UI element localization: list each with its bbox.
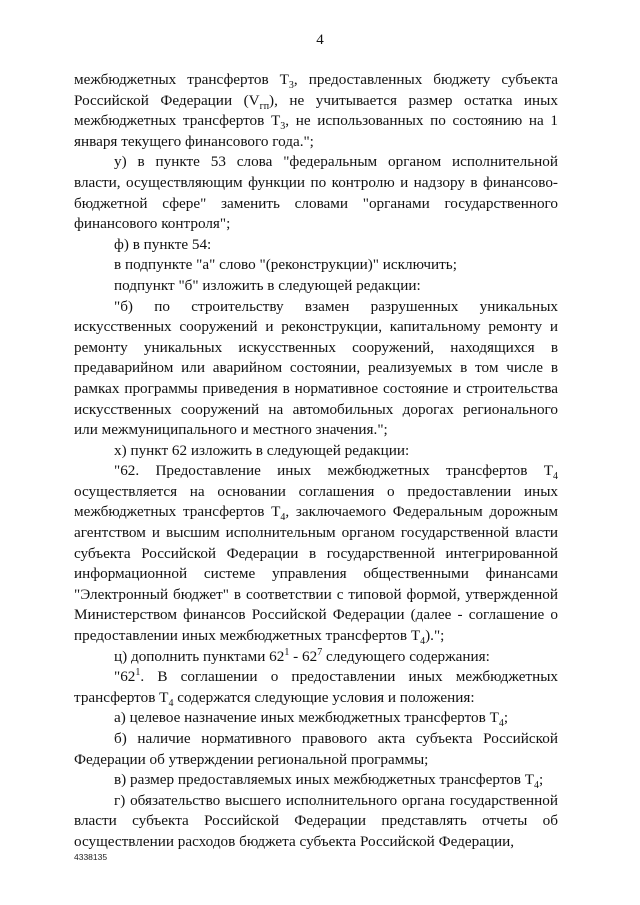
document-body <box>74 70 558 853</box>
paragraph: ф) в пункте 54: <box>114 235 212 253</box>
paragraph: в) размер предоставляемых иных межбюджетных трансфертов $Т_4$; <box>114 771 544 792</box>
paragraph: х) пункт 62 изложить в следующей редакции: <box>114 441 410 459</box>
paragraph: "б) по строительству взамен разрушенных уникальных искусственных сооружений и реконструкции, капитальному ремонту и ремонту уникальных искусственных сооружений, находящихся в предаварийном или аварийном состоянии, реализуемых в том числе в рамках программы приведения в нормативное состояние и строительства искусственных сооружений на автомобильных дорогах регионального или межмуниципального и местного значения."; <box>74 297 558 439</box>
paragraph: "$62^1$. В соглашении о предоставлении иных межбюджетных трансфертов $Т_4$ содержатся следующие условия и положения: <box>74 667 558 709</box>
paragraph: г) обязательство высшего исполнительного органа государственной власти субъекта Российской Федерации представлять отчеты об осуществлении расходов бюджета субъекта Российской Федерации, <box>74 791 558 850</box>
paragraph: в подпункте "а" слово "(реконструкции)" исключить; <box>114 256 457 274</box>
paragraph: б) наличие нормативного правового акта субъекта Российской Федерации об утверждении региональной программы; <box>74 730 558 768</box>
page-number: 4 <box>316 32 324 48</box>
document-code: 4338135 <box>74 852 108 862</box>
paragraph: "62. Предоставление иных межбюджетных трансфертов $Т_4$ осуществляется на основании соглашения о предоставлении иных межбюджетных трансфертов $Т_4$, заключаемого Федеральным дорожным агентством и высшим исполнительным органом государственной власти субъекта Российской Федерации в государственной интегрированной информационной системе управления общественными финансами "Электронный бюджет" в соответствии с типовой формой, утвержденной Министерством финансов Российской Федерации (далее - соглашение о предоставлении иных межбюджетных трансфертов $Т_4$)."; <box>74 462 558 648</box>
paragraph: ц) дополнить пунктами $62^1 - 62^7$ следующего содержания: <box>114 646 490 665</box>
paragraph: межбюджетных трансфертов $Т_3$, предоставленных бюджету субъекта Российской Федерации $(V_{гп})$, не учитывается размер остатка иных межбюджетных трансфертов $Т_3$, не использованных по состоянию на 1 января текущего финансового года."; <box>74 71 559 150</box>
paragraph: у) в пункте 53 слова "федеральным органом исполнительной власти, осуществляющим функции по контролю и надзору в финансово-бюджетной сфере" заменить словами "органами государственного финансового контроля"; <box>74 153 558 233</box>
paragraph: подпункт "б" изложить в следующей редакции: <box>114 276 421 294</box>
paragraph: а) целевое назначение иных межбюджетных трансфертов $Т_4$; <box>114 709 509 730</box>
